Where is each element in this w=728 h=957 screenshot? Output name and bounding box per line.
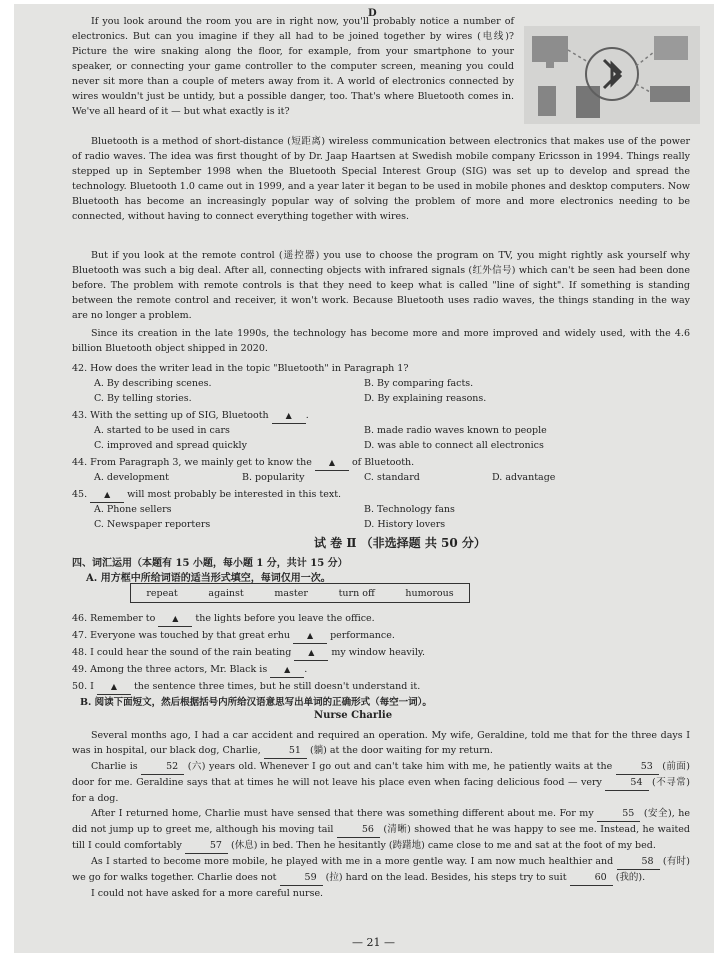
question-45-option-c: C. Newspaper reporters [94, 519, 211, 530]
passage-paragraph-2: Charlie is 52 (六) years old. Whenever I go out and can't take him with me, he patiently waits at the 53 (前面) door for me. Geraldine says that at times he will not leave his place even when facing delicious food — very 54 (不寻常) for a dog. [72, 761, 690, 804]
question-44-option-a: A. development [94, 472, 169, 483]
question-45-option-d: D. History lovers [364, 519, 446, 530]
question-44-option-d: D. advantage [492, 472, 556, 483]
vocab-part-a-instruction: A. 用方框中所给词语的适当形式填空，每词仅用一次。 [86, 573, 331, 584]
answer-blank-58[interactable]: 58 [617, 854, 660, 870]
answer-blank-56[interactable]: 56 [337, 822, 380, 838]
bluetooth-devices-icon [524, 26, 700, 124]
answer-blank[interactable]: ▲ [97, 679, 131, 695]
answer-blank-60[interactable]: 60 [570, 870, 613, 886]
vocab-item-48: 48. I could hear the sound of the rain beating ▲ my window heavily. [72, 645, 690, 661]
word-box [130, 583, 470, 603]
answer-blank[interactable]: ▲ [294, 645, 328, 661]
question-44-option-c: C. standard [364, 472, 420, 483]
question-45: 45. ▲ will most probably be interested in this text. [72, 487, 690, 503]
reading-paragraph-4: Since its creation in the late 1990s, the technology has become more and more improved and widely used, with the 4.6 billion Bluetooth object shipped in 2020. [72, 328, 690, 354]
reading-paragraph-3: But if you look at the remote control (遥控器) you use to choose the program on TV, you might rightly ask yourself why Bluetooth was such a big deal. After all, connecting objects with infrared signals (红外信号) which can't be seen had been done before. The problem with remote controls is that they need to keep what is called "line of sight". If something is standing between the remote control and receiver, it won't work. Because Bluetooth uses radio waves, the things standing in the way are no longer a problem. [72, 250, 690, 321]
answer-blank[interactable]: ▲ [158, 611, 192, 627]
answer-blank[interactable]: ▲ [272, 408, 306, 424]
answer-blank[interactable]: ▲ [90, 487, 124, 503]
question-42: 42. How does the writer lead in the topic "Bluetooth" in Paragraph 1? [72, 363, 409, 374]
page-number: — 21 — [352, 936, 395, 949]
question-43-option-d: D. was able to connect all electronics [364, 440, 544, 451]
question-42-option-a: A. By describing scenes. [94, 378, 212, 389]
reading-paragraph-2: Bluetooth is a method of short-distance (短距离) wireless communication between electronics that makes use of the power of radio waves. The idea was first thought of by Dr. Jaap Haartsen at Swedish mobile company Ericsson in 1994. Things really stepped up in September 1998 when the Bluetooth Special Interest Group (SIG) was set up to develop and spread the technology. Bluetooth 1.0 came out in 1999, and a year later it began to be used in mobile phones and desktop computers. Now Bluetooth has become an increasingly popular way of solving the problem of more and more electronics needing to be connected, without having to connect everything together with wires. [72, 136, 690, 222]
answer-blank-54[interactable]: 54 [605, 775, 648, 791]
word-box-item: repeat [146, 587, 178, 599]
exam-page [14, 4, 714, 953]
passage-body [72, 728, 690, 901]
question-45-option-a: A. Phone sellers [94, 504, 172, 515]
word-box-item: against [208, 587, 244, 599]
question-42-option-b: B. By comparing facts. [364, 378, 474, 389]
vocab-item-49: 49. Among the three actors, Mr. Black is ▲ . [72, 662, 690, 678]
question-43-option-b: B. made radio waves known to people [364, 425, 547, 436]
answer-blank-52[interactable]: 52 [141, 759, 184, 775]
vocab-item-46: 46. Remember to ▲ the lights before you leave the office. [72, 611, 690, 627]
question-44: 44. From Paragraph 3, we mainly get to know the ▲ of Bluetooth. [72, 455, 690, 471]
word-box-item: humorous [405, 587, 454, 599]
answer-blank[interactable]: ▲ [315, 455, 349, 471]
answer-blank[interactable]: ▲ [293, 628, 327, 644]
question-42-option-d: D. By explaining reasons. [364, 393, 487, 404]
question-43-option-c: C. improved and spread quickly [94, 440, 247, 451]
word-box-item: master [274, 587, 308, 599]
bluetooth-illustration [524, 26, 700, 124]
vocab-item-50: 50. I ▲ the sentence three times, but he still doesn't understand it. [72, 679, 690, 695]
vocab-item-47: 47. Everyone was touched by that great erhu ▲ performance. [72, 628, 690, 644]
passage-paragraph-5: I could not have asked for a more careful nurse. [91, 888, 324, 899]
vocab-part-b-instruction: B. 阅读下面短文，然后根据括号内所给汉语意思写出单词的正确形式（每空一词）。 [80, 697, 432, 708]
answer-blank-57[interactable]: 57 [185, 838, 228, 854]
answer-blank-55[interactable]: 55 [597, 806, 640, 822]
paper-2-title: 试 卷 Ⅱ （非选择题 共 50 分） [314, 536, 486, 550]
question-43-option-a: A. started to be used in cars [94, 425, 230, 436]
answer-blank-59[interactable]: 59 [280, 870, 323, 886]
passage-paragraph-1: Several months ago, I had a car accident and required an operation. My wife, Geraldine, told me that for the three days I was in hospital, our black dog, Charlie, 51 (躺) at the door waiting for my return. [72, 728, 690, 759]
reading-paragraph-1: If you look around the room you are in right now, you'll probably notice a number of electronics. But can you imagine if they all had to be joined together by wires (电线)? Picture the wire snaking along the floor, for example, from your smartphone to your speaker, or connecting your game controller to the computer screen, meaning you could never sit more than a couple of meters away from it. A world of electronics connected by wires wouldn't just be untidy, but a possible danger, too. That's where Bluetooth comes in. We've all heard of it — but what exactly is it? [72, 16, 514, 117]
answer-blank-53[interactable]: 53 [616, 759, 659, 775]
answer-blank-51[interactable]: 51 [264, 743, 307, 759]
passage-paragraph-4: As I started to become more mobile, he played with me in a more gentle way. I am now much healthier and 58 (有时) we go for walks together. Charlie does not 59 (拉) hard on the lead. Besides, his steps try to suit 60 (我的). [72, 854, 690, 886]
question-44-option-b: B. popularity [242, 472, 305, 483]
passage-paragraph-3: After I returned home, Charlie must have sensed that there was something different about me. For my 55 (安全), he did not jump up to greet me, although his moving tail 56 (清晰) showed that he was happy to see me. Instead, he waited till I could comfortably 57 (休息) in bed. Then he hesitantly (踌躇地) came close to me and sat at the foot of my bed. [72, 806, 690, 854]
question-42-option-c: C. By telling stories. [94, 393, 192, 404]
question-43: 43. With the setting up of SIG, Bluetooth ▲ . [72, 408, 690, 424]
question-45-option-b: B. Technology fans [364, 504, 455, 515]
section-letter: D [368, 8, 377, 19]
vocab-section-header: 四、词汇运用（本题有 15 小题，每小题 1 分，共计 15 分） [72, 558, 348, 569]
answer-blank[interactable]: ▲ [270, 662, 304, 678]
word-box-item: turn off [338, 587, 375, 599]
passage-title: Nurse Charlie [314, 710, 393, 721]
